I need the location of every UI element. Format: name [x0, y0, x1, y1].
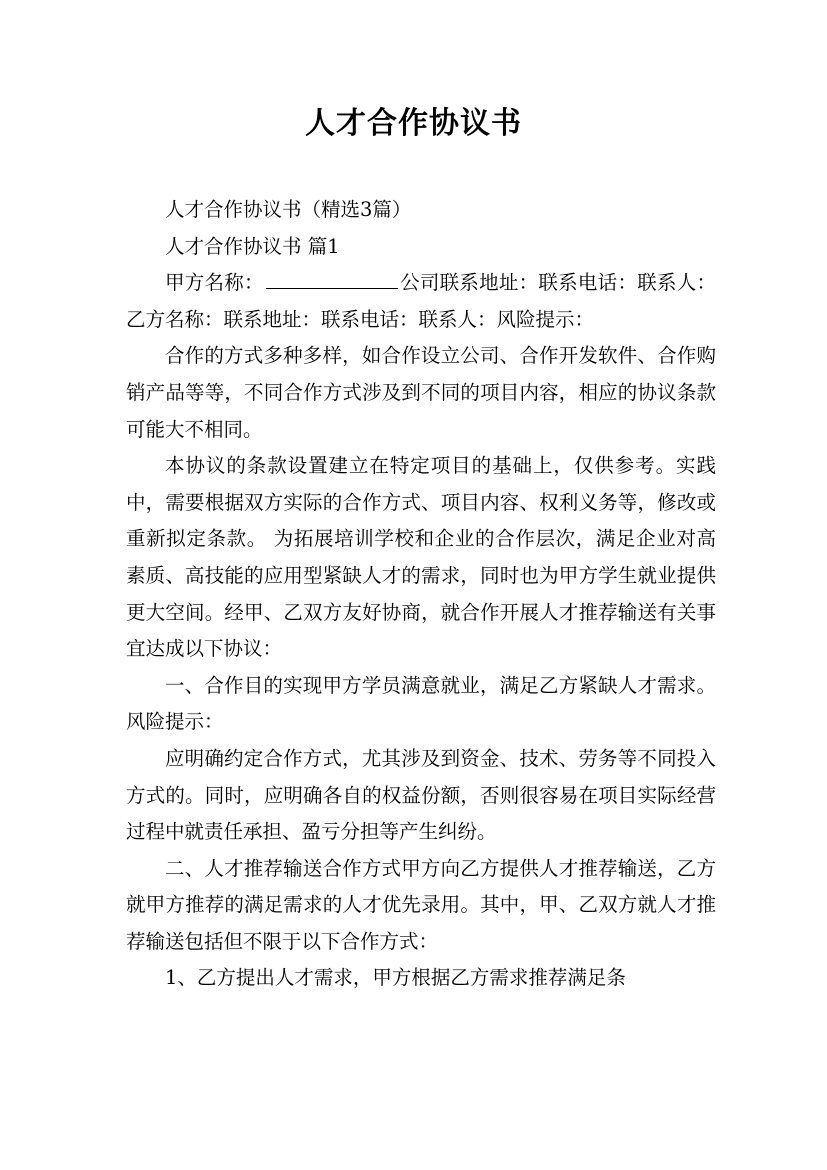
paragraph-parties [126, 265, 716, 338]
paragraph-item-1: 1、乙方提出人才需求，甲方根据乙方需求推荐满足条 [165, 966, 626, 990]
party-a-blank [266, 270, 398, 289]
paragraph-risk-note: 应明确约定合作方式，尤其涉及到资金、技术、劳务等不同投入方式的。同时，应明确各自的权益份额，否则很容易在项目实际经营过程中就责任承担、盈亏分担等产生纠纷。 [126, 746, 716, 844]
paragraph-cooperation-modes: 合作的方式多种多样，如合作设立公司、合作开发软件、合作购销产品等等，不同合作方式涉及到不同的项目内容，相应的协议条款可能大不相同。 [126, 344, 716, 441]
document-body [126, 192, 716, 997]
paragraph-agreement-basis: 本协议的条款设置建立在特定项目的基础上，仅供参考。实践中，需要根据双方实际的合作方式、项目内容、权利义务等，修改或重新拟定条款。 为拓展培训学校和企业的合作层次，满足企业对高素质、高技能的应用型紧缺人才的需求，同时也为甲方学生就业提供更大空间。经甲、乙双方友好协商，就合作开展人才推荐输送有关事宜达成以下协议： [126, 454, 716, 661]
paragraph-section-heading: 人才合作协议书 篇1 [165, 234, 340, 258]
document-title: 人才合作协议书 [305, 106, 522, 141]
paragraph-purpose: 一、合作目的实现甲方学员满意就业，满足乙方紧缺人才需求。风险提示： [126, 673, 716, 734]
paragraph-subtitle: 人才合作协议书（精选3篇） [165, 198, 412, 221]
party-contact-text: 公司联系地址：联系电话：联系人：乙方名称：联系地址：联系电话：联系人：风险提示： [126, 271, 716, 331]
party-a-label: 甲方名称： [165, 271, 264, 295]
paragraph-cooperation-method: 二、人才推荐输送合作方式甲方向乙方提供人才推荐输送，乙方就甲方推荐的满足需求的人才优先录用。其中，甲、乙双方就人才推荐输送包括但不限于以下合作方式： [126, 856, 716, 953]
